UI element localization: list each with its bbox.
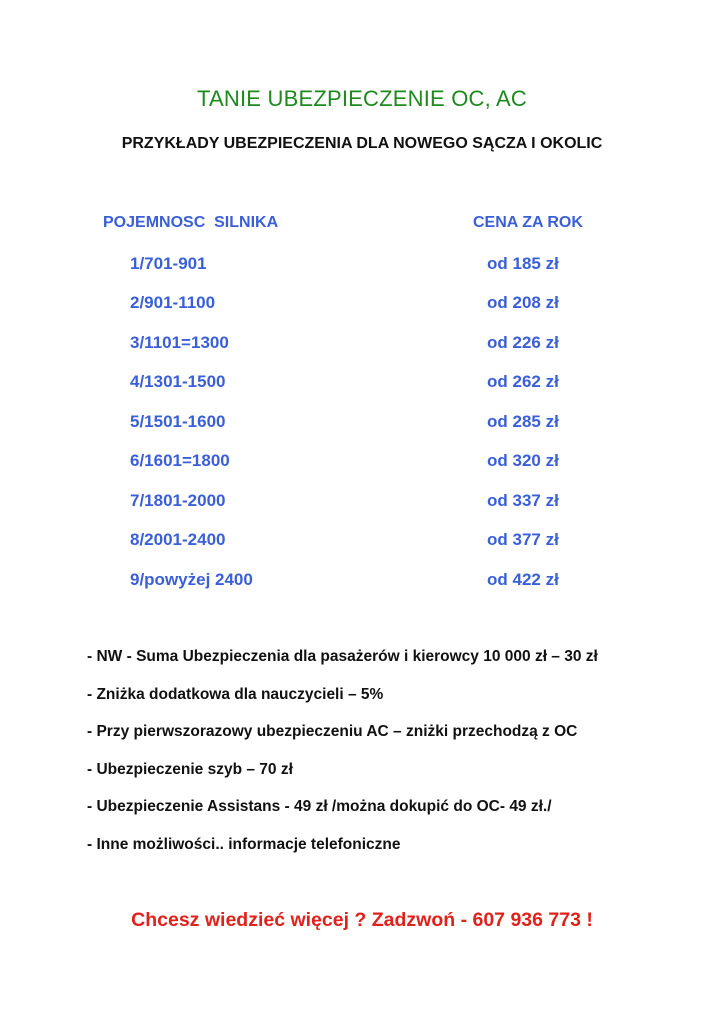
annual-price: od 337 zł [487,491,559,510]
annual-price: od 422 zł [487,570,559,589]
engine-capacity: 2/901-1100 [130,293,216,312]
price-row [0,293,724,317]
capacity-column-header: POJEMNOSC SILNIKA [103,214,279,231]
price-row [0,530,724,554]
note-item: - NW - Suma Ubezpieczenia dla pasażerów i kierowcy 10 000 zł – 30 zł [87,648,598,665]
note-item: - Zniżka dodatkowa dla nauczycieli – 5% [87,686,384,703]
price-row [0,254,724,278]
annual-price: od 285 zł [487,412,559,431]
call-to-action: Chcesz wiedzieć więcej ? Zadzwoń - 607 936 773 ! [131,909,593,931]
engine-capacity: 3/1101=1300 [130,333,229,352]
engine-capacity: 6/1601=1800 [130,451,230,470]
annual-price: od 185 zł [487,254,559,273]
engine-capacity: 7/1801-2000 [130,491,226,510]
page-subtitle: PRZYKŁADY UBEZPIECZENIA DLA NOWEGO SĄCZA I OKOLIC [121,135,603,152]
engine-capacity: 8/2001-2400 [130,530,226,549]
engine-capacity: 9/powyżej 2400 [130,570,253,589]
price-row [0,333,724,357]
note-item: - Ubezpieczenie Assistans - 49 zł /można dokupić do OC- 49 zł./ [87,798,552,815]
annual-price: od 226 zł [487,333,559,352]
price-row [0,412,724,436]
annual-price: od 262 zł [487,372,559,391]
price-row [0,451,724,475]
note-item: - Inne możliwości.. informacje telefoniczne [87,836,401,853]
price-row [0,491,724,515]
note-item: - Przy pierwszorazowy ubezpieczeniu AC – zniżki przechodzą z OC [87,723,578,740]
price-row [0,372,724,396]
engine-capacity: 4/1301-1500 [130,372,226,391]
annual-price: od 377 zł [487,530,559,549]
page-title: TANIE UBEZPIECZENIE OC, AC [197,86,527,111]
engine-capacity: 5/1501-1600 [130,412,226,431]
price-row [0,570,724,594]
engine-capacity: 1/701-901 [130,254,207,273]
price-column-header: CENA ZA ROK [473,214,583,231]
annual-price: od 208 zł [487,293,559,312]
note-item: - Ubezpieczenie szyb – 70 zł [87,761,293,778]
annual-price: od 320 zł [487,451,559,470]
